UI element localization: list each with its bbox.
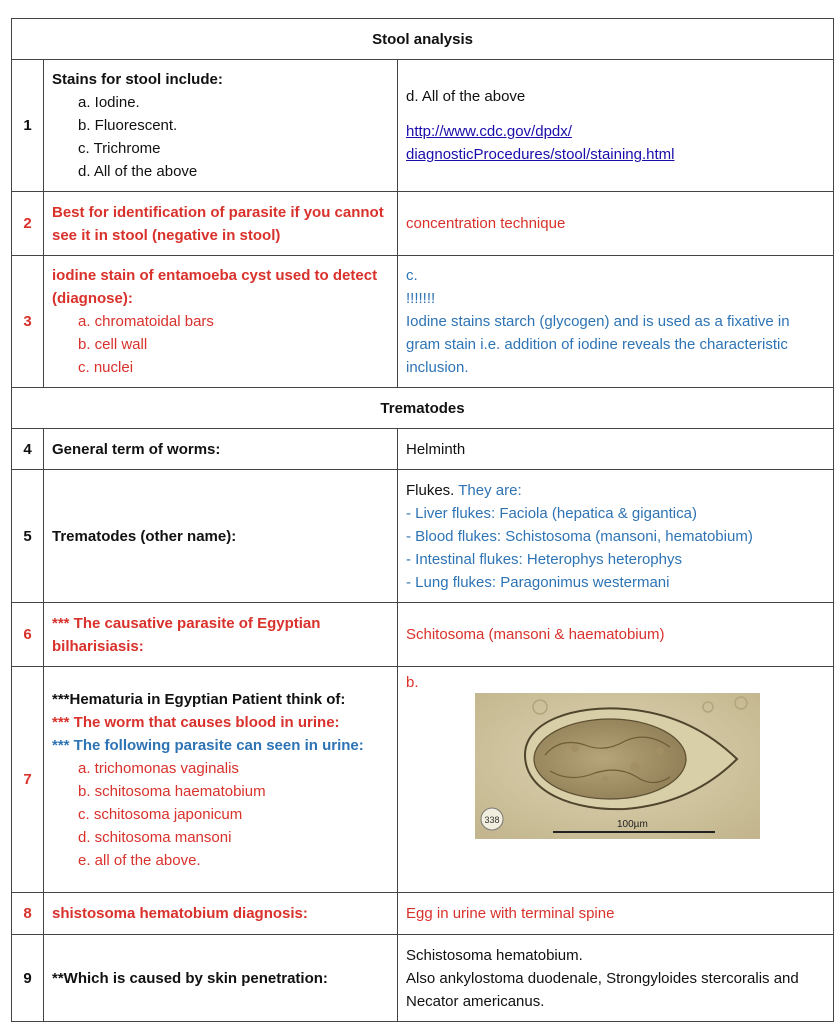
question-cell <box>44 667 398 893</box>
image-number: 338 <box>484 815 500 825</box>
answer-text: d. All of the above <box>406 88 526 105</box>
question-text: shistosoma hematobium diagnosis: <box>44 893 398 935</box>
question-text: *** The causative parasite of Egyptian bilharisiasis: <box>44 603 398 667</box>
section-header-row <box>12 388 834 429</box>
answer-list-item: - Lung flukes: Paragonimus westermani <box>406 573 670 591</box>
option-item: a. chromatoidal bars <box>78 313 214 330</box>
options-list <box>52 757 389 872</box>
row-number: 7 <box>12 667 44 893</box>
answer-cell <box>398 470 834 603</box>
option-item: b. Fluorescent. <box>78 117 178 134</box>
answer-list-item: - Blood flukes: Schistosoma (mansoni, hematobium) <box>406 527 753 545</box>
question-line-3: *** The following parasite can seen in urine: <box>52 736 364 754</box>
answer-text: Schitosoma (mansoni & haematobium) <box>398 603 834 667</box>
option-item: c. nuclei <box>78 359 134 376</box>
question-line-2: *** The worm that causes blood in urine: <box>52 713 340 731</box>
answer-line-1: Schistosoma hematobium. <box>406 946 583 964</box>
answer-intro: Flukes. <box>406 481 455 499</box>
option-item: d. schitosoma mansoni <box>78 828 232 846</box>
answer-intro-line <box>406 479 825 502</box>
row-number: 8 <box>12 893 44 935</box>
question-cell <box>44 256 398 388</box>
option-item: b. schitosoma haematobium <box>78 782 266 800</box>
qa-table <box>11 18 834 1022</box>
answer-text: Egg in urine with terminal spine <box>398 893 834 935</box>
answer-list-item: - Intestinal flukes: Heterophys heterophys <box>406 550 682 568</box>
option-item: c. Trichrome <box>78 140 161 157</box>
option-item: b. cell wall <box>78 336 148 353</box>
answer-cell <box>398 935 834 1022</box>
question-text: Stains for stool include: <box>52 71 223 88</box>
row-number: 1 <box>12 60 44 192</box>
table-row <box>12 256 834 388</box>
answer-text: concentration technique <box>398 192 834 256</box>
options-list <box>52 91 389 183</box>
table-row <box>12 935 834 1022</box>
option-item: a. trichomonas vaginalis <box>78 759 239 777</box>
table-row <box>12 893 834 935</box>
question-text: General term of worms: <box>44 429 398 470</box>
question-text: Best for identification of parasite if you cannot see it in stool (negative in stool) <box>44 192 398 256</box>
answer-marks: !!!!!!! <box>406 290 436 307</box>
link-line-2: diagnosticProcedures/stool/staining.html <box>406 146 675 163</box>
reference-link[interactable] <box>406 120 825 166</box>
row-number: 5 <box>12 470 44 603</box>
answer-list-item: - Liver flukes: Faciola (hepatica & gigantica) <box>406 504 697 522</box>
table-row <box>12 60 834 192</box>
question-cell <box>44 60 398 192</box>
answer-note: Iodine stains starch (glycogen) and is used as a fixative in gram stain i.e. addition of iodine reveals the characteristic inclusion. <box>406 313 790 376</box>
answer-line-2: Also ankylostoma duodenale, Strongyloides stercoralis and Necator americanus. <box>406 969 799 1010</box>
answer-text: Helminth <box>398 429 834 470</box>
row-number: 4 <box>12 429 44 470</box>
schistosoma-egg-image <box>475 693 760 839</box>
options-list <box>52 310 389 379</box>
row-number: 9 <box>12 935 44 1022</box>
scale-label: 100µm <box>617 819 648 830</box>
question-text: Trematodes (other name): <box>44 470 398 603</box>
row-number: 6 <box>12 603 44 667</box>
question-line-1: ***Hematuria in Egyptian Patient think of: <box>52 690 346 708</box>
section-title-stool: Stool analysis <box>12 19 834 60</box>
table-row <box>12 429 834 470</box>
table-row <box>12 603 834 667</box>
question-text: iodine stain of entamoeba cyst used to detect (diagnose): <box>52 267 378 307</box>
question-text: **Which is caused by skin penetration: <box>44 935 398 1022</box>
row-number: 2 <box>12 192 44 256</box>
option-item: a. Iodine. <box>78 94 140 111</box>
section-header-row <box>12 19 834 60</box>
answer-cell <box>398 256 834 388</box>
table-row <box>12 192 834 256</box>
answer-intro-2: They are: <box>458 481 522 499</box>
table-row <box>12 667 834 893</box>
table-row <box>12 470 834 603</box>
option-item: d. All of the above <box>78 163 198 180</box>
link-line-1: http://www.cdc.gov/dpdx/ <box>406 123 572 140</box>
option-item: c. schitosoma japonicum <box>78 805 243 823</box>
answer-cell <box>398 60 834 192</box>
row-number: 3 <box>12 256 44 388</box>
answer-text: b. <box>406 674 419 691</box>
option-item: e. all of the above. <box>78 851 201 869</box>
answer-cell <box>398 667 834 893</box>
answer-letter: c. <box>406 267 418 284</box>
section-title-trematodes: Trematodes <box>12 388 834 429</box>
